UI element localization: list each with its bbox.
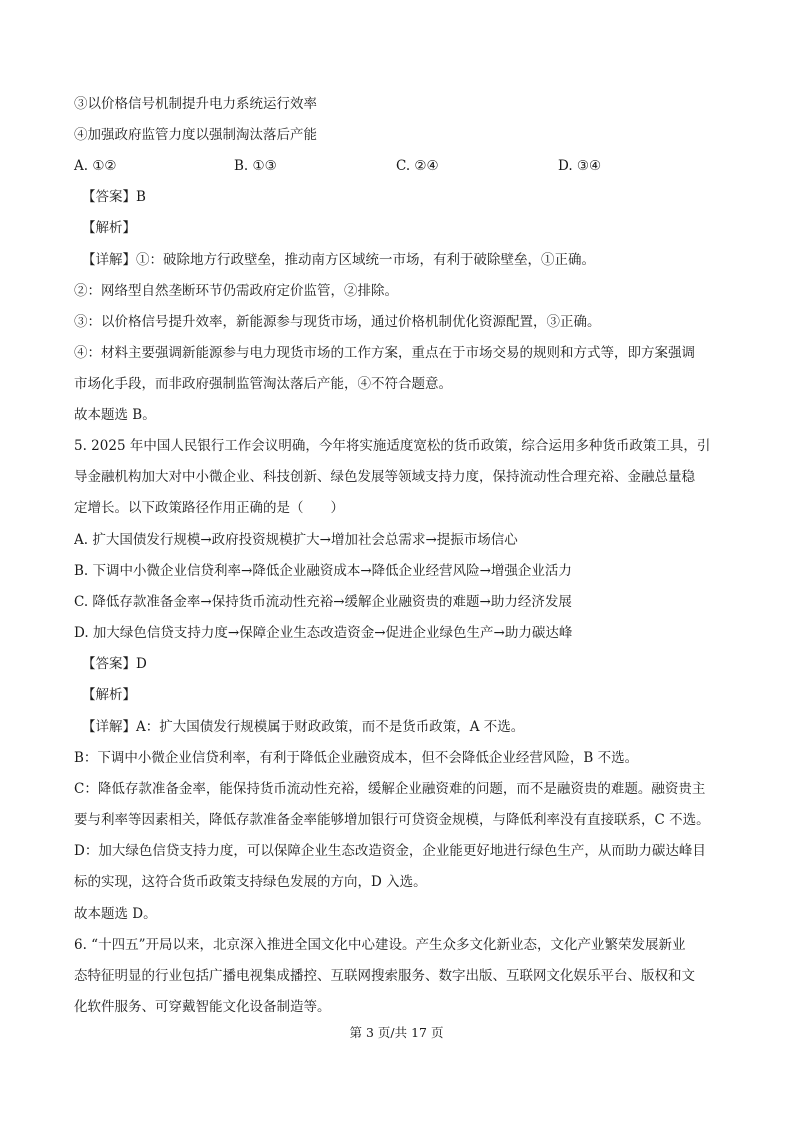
q4-detail-line: ④：材料主要强调新能源参与电力现货市场的工作方案，重点在于市场交易的规则和方式等，即方案强调 [74, 345, 695, 361]
q6-stem-line: 态特征明显的行业包括广播电视集成播控、互联网搜索服务、数字出版、互联网文化娱乐平台、版权和文 [74, 968, 695, 984]
q4-detail-line: ②：网络型自然垄断环节仍需政府定价监管，②排除。 [74, 283, 398, 299]
q4-option-b: B. ①③ [234, 158, 277, 174]
q4-option-d: D. ③④ [558, 158, 602, 174]
q5-analysis-heading: 【解析】 [82, 687, 136, 703]
q4-statement-4: ④加强政府监管力度以强制淘汰落后产能 [74, 127, 317, 143]
q4-option-a: A. ①② [74, 158, 117, 174]
q5-option-a: A. 扩大国债发行规模→政府投资规模扩大→增加社会总需求→提振市场信心 [74, 532, 518, 548]
q5-detail-line: 要与利率等因素相关，降低存款准备金率能够增加银行可贷资金规模，与降低利率没有直接联系，C 不选。 [74, 812, 710, 828]
q4-answer: 【答案】B [82, 189, 146, 205]
q5-stem-line: 定增长。以下政策路径作用正确的是（ ） [74, 500, 344, 516]
q5-option-d: D. 加大绿色信贷支持力度→保障企业生态改造资金→促进企业绿色生产→助力碳达峰 [74, 625, 573, 641]
q4-analysis-heading: 【解析】 [82, 220, 136, 236]
q4-detail-line: 市场化手段，而非政府强制监管淘汰落后产能，④不符合题意。 [74, 376, 452, 392]
q5-stem-line: 5. 2025 年中国人民银行工作会议明确，今年将实施适度宽松的货币政策，综合运用多种货币政策工具，引 [74, 438, 711, 454]
q5-option-c: C. 降低存款准备金率→保持货币流动性充裕→缓解企业融资贵的难题→助力经济发展 [74, 594, 572, 610]
q5-answer: 【答案】D [82, 656, 147, 672]
page-number-footer: 第 3 页/共 17 页 [349, 1025, 444, 1040]
q4-option-c: C. ②④ [396, 158, 439, 174]
q4-options [74, 156, 724, 176]
q5-conclusion: 故本题选 D。 [74, 906, 157, 922]
q4-conclusion: 故本题选 B。 [74, 407, 156, 423]
q4-detail-line: 【详解】①：破除地方行政壁垒，推动南方区域统一市场，有利于破除壁垒，①正确。 [82, 252, 595, 268]
q6-stem-line: 化软件服务、可穿戴智能文化设备制造等。 [74, 999, 331, 1015]
q5-detail-line: 标的实现，这符合货币政策支持绿色发展的方向，D 入选。 [74, 874, 427, 890]
q6-stem-line: 6. “十四五”开局以来，北京深入推进全国文化中心建设。产生众多文化新业态，文化产业繁荣发展新业 [74, 937, 686, 953]
q5-detail-line: D：加大绿色信贷支持力度，可以保障企业生态改造资金，企业能更好地进行绿色生产，从而助力碳达峰目 [74, 843, 706, 859]
q4-detail-line: ③：以价格信号提升效率，新能源参与现货市场，通过价格机制优化资源配置，③正确。 [74, 314, 601, 330]
q5-stem-line: 导金融机构加大对中小微企业、科技创新、绿色发展等领域支持力度，保持流动性合理充裕、金融总量稳 [74, 469, 695, 485]
q5-detail-line: C：降低存款准备金率，能保持货币流动性充裕，缓解企业融资难的问题，而不是融资贵的难题。融资贵主 [74, 781, 706, 797]
q5-detail-line: 【详解】A：扩大国债发行规模属于财政政策，而不是货币政策，A 不选。 [82, 719, 525, 735]
q5-option-b: B. 下调中小微企业信贷利率→降低企业融资成本→降低企业经营风险→增强企业活力 [74, 563, 572, 579]
q5-detail-line: B：下调中小微企业信贷利率，有利于降低企业融资成本，但不会降低企业经营风险，B 不选。 [74, 750, 639, 766]
q4-statement-3: ③以价格信号机制提升电力系统运行效率 [74, 96, 317, 112]
